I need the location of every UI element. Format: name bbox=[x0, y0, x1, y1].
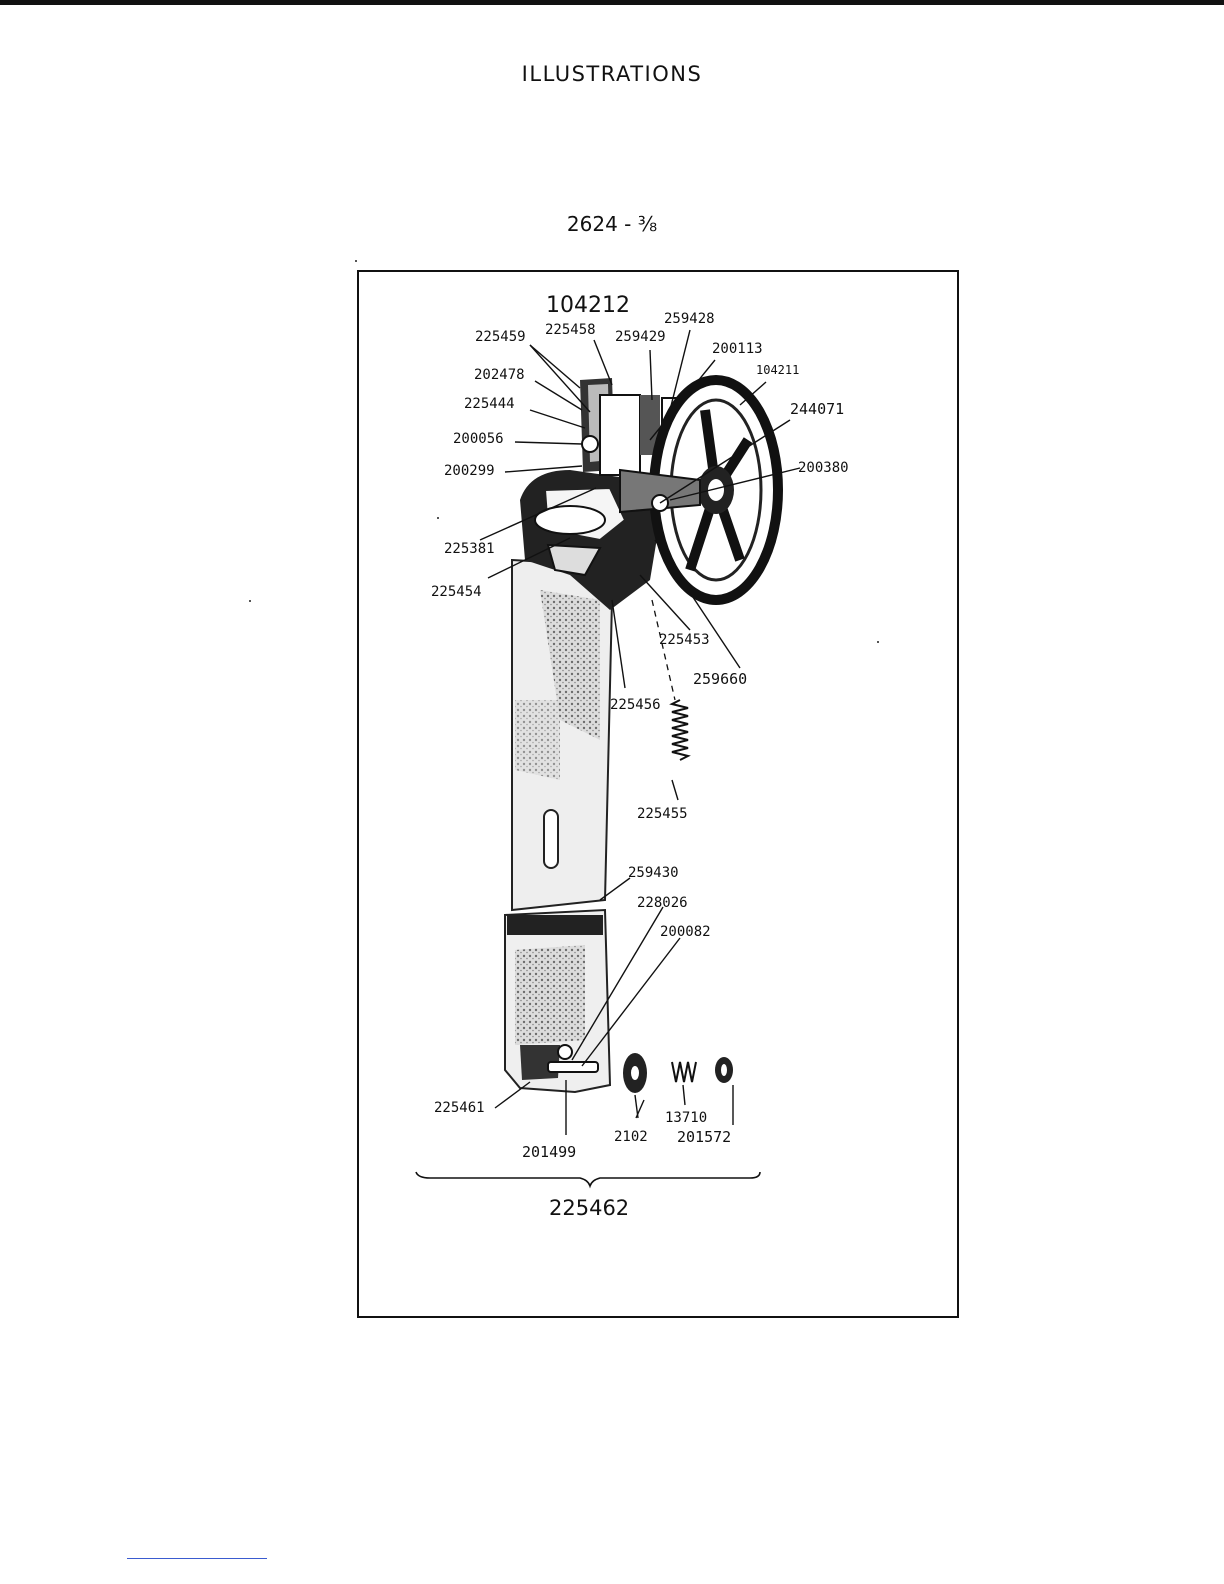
label-259429: 259429 bbox=[615, 329, 666, 345]
dashed-leader bbox=[652, 600, 675, 700]
label-225458: 225458 bbox=[545, 322, 596, 338]
label-201572: 201572 bbox=[677, 1128, 732, 1146]
label-225455: 225455 bbox=[637, 806, 688, 822]
label-201499: 201499 bbox=[522, 1143, 577, 1161]
label-104212: 104212 bbox=[546, 293, 630, 318]
assembly-bracket bbox=[416, 1172, 760, 1186]
label-200082: 200082 bbox=[660, 924, 711, 940]
scan-speck bbox=[355, 260, 357, 262]
label-244071: 244071 bbox=[790, 400, 845, 418]
label-228026: 228026 bbox=[637, 895, 688, 911]
label-104211: 104211 bbox=[756, 363, 800, 377]
spring-225455 bbox=[672, 700, 688, 760]
page-heading: ILLUSTRATIONS bbox=[521, 62, 703, 86]
label-2102: 2102 bbox=[614, 1129, 648, 1145]
label-259428: 259428 bbox=[664, 311, 715, 327]
label-202478: 202478 bbox=[474, 367, 525, 383]
label-225444: 225444 bbox=[464, 396, 515, 412]
label-259430: 259430 bbox=[628, 865, 679, 881]
lower-bracket bbox=[505, 910, 610, 1092]
assembly-number: 225462 bbox=[549, 1196, 630, 1220]
label-200299: 200299 bbox=[444, 463, 495, 479]
label-225454: 225454 bbox=[431, 584, 482, 600]
scan-speck bbox=[877, 641, 879, 643]
scan-speck bbox=[437, 517, 439, 519]
figure-id: 2624 - ⅜ bbox=[566, 212, 658, 236]
label-200380: 200380 bbox=[798, 460, 849, 476]
spring-13710 bbox=[672, 1062, 696, 1082]
label-225456: 225456 bbox=[610, 697, 661, 713]
bottom-link-underline bbox=[127, 1558, 267, 1559]
label-225461: 225461 bbox=[434, 1100, 485, 1116]
label-225459: 225459 bbox=[475, 329, 526, 345]
label-225453: 225453 bbox=[659, 632, 710, 648]
slot-opening bbox=[544, 810, 558, 868]
arm-plate bbox=[512, 560, 612, 910]
scan-speck bbox=[249, 600, 251, 602]
label-200113: 200113 bbox=[712, 341, 763, 357]
label-200056: 200056 bbox=[453, 431, 504, 447]
label-259660: 259660 bbox=[693, 670, 748, 688]
label-225381: 225381 bbox=[444, 541, 495, 557]
label-13710: 13710 bbox=[665, 1110, 708, 1126]
